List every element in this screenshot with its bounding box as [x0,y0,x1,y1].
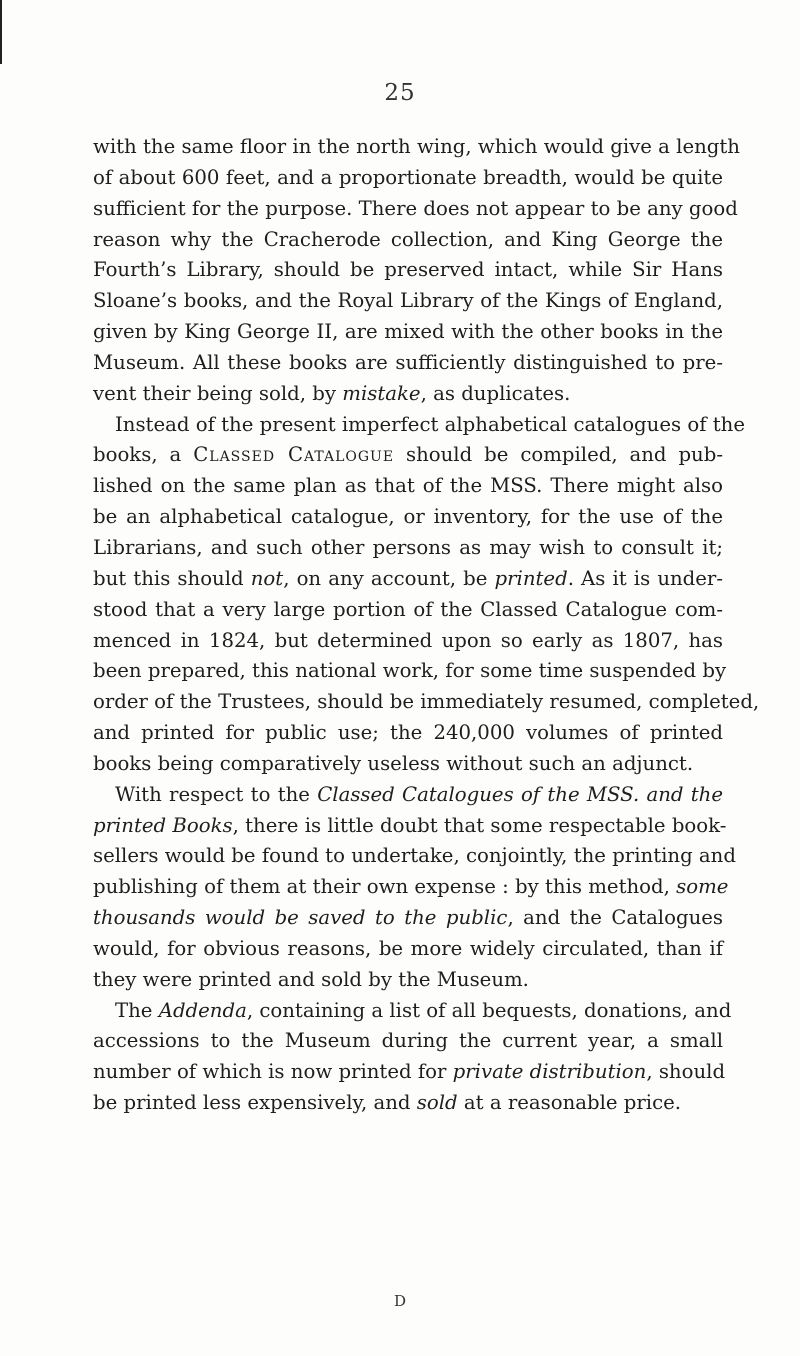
text-line [93,903,723,934]
text-line [93,410,745,441]
text-segment: . As it is under- [567,566,723,590]
italic-text: printed [494,566,568,590]
page-number: 25 [384,80,416,106]
text-segment: of about 600 feet, and a proportionate breadth, would be quite [93,165,723,189]
text-line [93,564,723,595]
text-segment: but this should [93,566,251,590]
text-line [93,626,723,657]
text-line [93,471,723,502]
text-line [93,440,723,471]
text-segment: number of which is now printed for [93,1060,453,1084]
text-line [93,163,723,194]
italic-text: mistake [342,381,421,405]
italic-text: sold [416,1091,458,1115]
text-segment: books being comparatively useless without such an adjunct. [93,751,694,775]
text-line [93,996,732,1027]
text-line [93,379,723,410]
text-line [93,841,736,872]
text-segment: given by King George II, are mixed with the other books in the [93,320,723,344]
text-line [93,317,723,348]
small-caps-text: Classed Catalogue [193,443,395,467]
text-line [93,348,723,379]
italic-text: not [250,566,284,590]
text-line [93,286,723,317]
text-segment: , on any account, be [283,566,495,590]
text-line [93,811,727,842]
text-segment: , there is little doubt that some respectable book- [232,813,727,837]
text-line [93,1026,723,1057]
text-line [93,502,723,533]
text-segment: sellers would be found to undertake, conjointly, the printing and [93,844,736,868]
text-segment: , and the Catalogues [507,906,723,930]
italic-text: thousands would be saved to the public [93,906,508,930]
italic-text: Addenda [158,998,247,1022]
text-segment: at a reasonable price. [457,1091,682,1115]
text-segment: accessions to the Museum during the current year, a small [93,1029,723,1053]
text-segment: Instead of the present imperfect alphabetical catalogues of the [115,412,745,436]
text-segment: , as duplicates. [420,381,571,405]
text-segment: The [115,998,159,1022]
text-line [93,1057,726,1088]
page-edge-line [0,0,2,64]
italic-text: private distribution [452,1060,647,1084]
text-line [93,934,723,965]
italic-text: printed Books [93,813,233,837]
text-segment: been prepared, this national work, for some time suspended by [93,659,727,683]
text-line [93,194,738,225]
text-line [93,225,723,256]
text-segment: would, for obvious reasons, be more widely circulated, than if [93,936,723,960]
text-segment: sufficient for the purpose. There does not appear to be any good [93,196,738,220]
text-segment: with the same floor in the north wing, which would give a length [93,135,740,158]
text-segment: stood that a very large portion of the Classed Catalogue com- [93,597,723,621]
text-segment: books, a [93,443,194,467]
italic-text: some [676,875,729,899]
text-segment: Sloane’s books, and the Royal Library of the Kings of England, [93,289,723,313]
text-segment: vent their being sold, by [93,381,343,405]
text-line [93,595,723,626]
text-line [93,872,729,903]
text-line [93,132,740,163]
text-line [93,718,723,749]
text-line [93,965,723,996]
text-segment: Museum. All these books are sufficiently distinguished to pre- [93,350,723,374]
text-segment: , should [646,1060,726,1084]
text-segment: be printed less expensively, and [93,1091,417,1115]
italic-text: Classed Catalogues of the MSS. and the [317,782,723,806]
text-segment: , containing a list of all bequests, donations, and [246,998,732,1022]
text-segment: Fourth’s Library, should be preserved intact, while Sir Hans [93,258,723,282]
text-segment: should be compiled, and pub- [394,443,723,467]
text-segment: menced in 1824, but determined upon so early as 1807, has [93,628,723,652]
text-segment: be an alphabetical catalogue, or inventory, for the use of the [93,505,723,529]
text-line [93,533,723,564]
signature-mark: D [393,1292,407,1310]
text-line [93,656,727,687]
text-segment: and printed for public use; the 240,000 volumes of printed [93,721,723,745]
text-line [93,255,723,286]
text-segment: they were printed and sold by the Museum. [93,967,529,991]
text-segment: order of the Trustees, should be immediately resumed, completed, [93,690,760,714]
text-line [93,1088,723,1119]
text-segment: publishing of them at their own expense : by this method, [93,875,677,899]
text-segment: lished on the same plan as that of the MSS. There might also [93,474,723,498]
text-segment: Librarians, and such other persons as may wish to consult it; [93,535,723,559]
text-line [93,780,723,811]
body-text [93,132,760,1119]
text-segment: With respect to the [115,782,318,806]
text-line [93,687,760,718]
text-segment: reason why the Cracherode collection, and King George the [93,227,723,251]
text-line [93,749,723,780]
